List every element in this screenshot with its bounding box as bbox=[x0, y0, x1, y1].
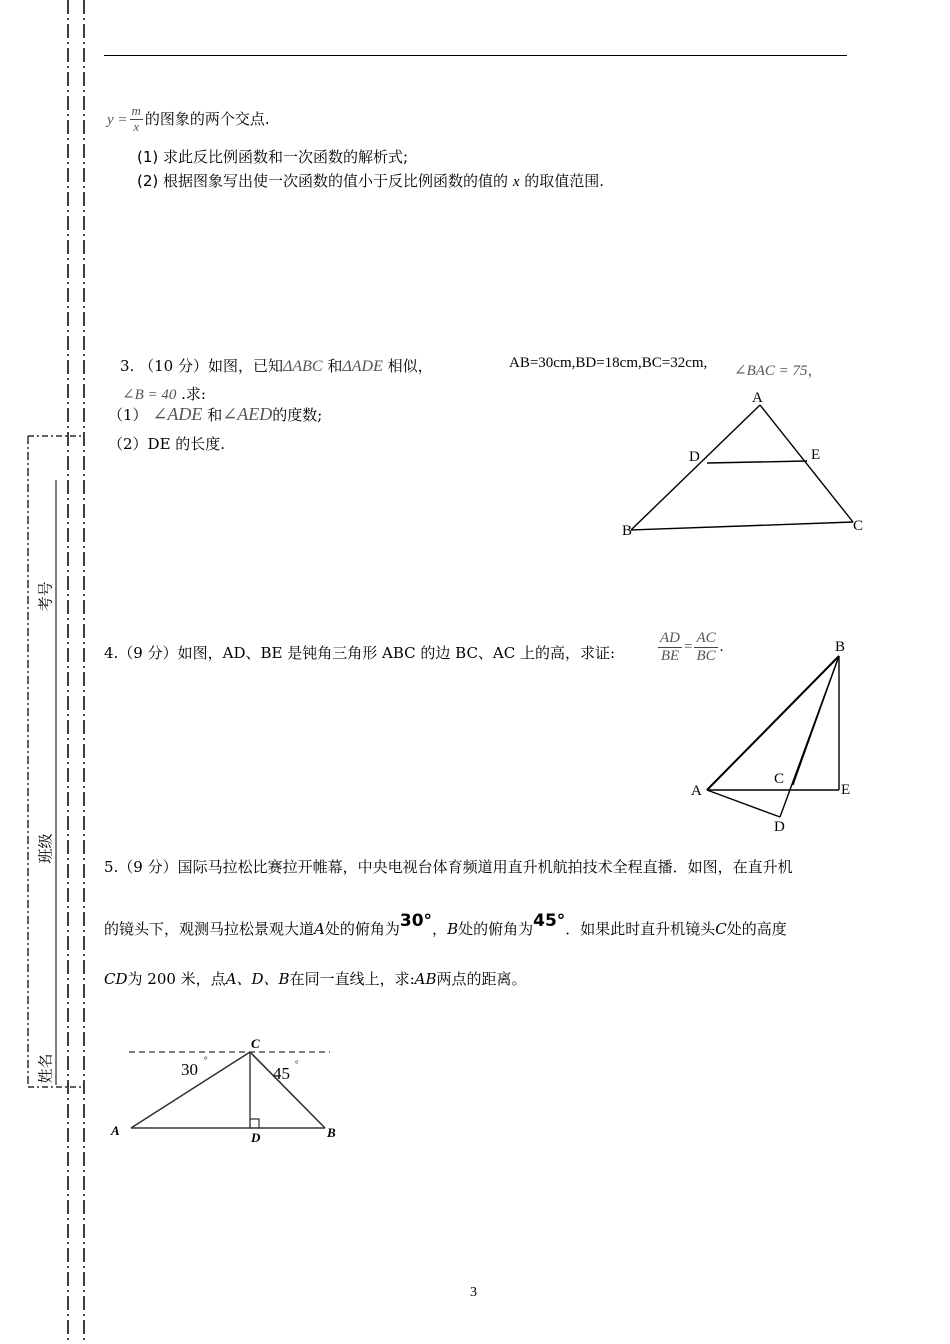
exam-number-label: 考号 bbox=[36, 581, 55, 612]
q4-period: . bbox=[719, 639, 724, 656]
q3-part1 bbox=[108, 404, 322, 425]
q2-sub2-variable: x bbox=[512, 174, 520, 190]
q4-label-d: D bbox=[774, 819, 785, 835]
q4-label-b: B bbox=[835, 639, 846, 655]
q5-angle-30: 30° bbox=[399, 911, 433, 931]
svg-text:°: ° bbox=[295, 1059, 299, 1069]
q4-label-a: A bbox=[691, 783, 702, 799]
q3-line2 bbox=[122, 383, 206, 404]
q4-fraction2-den: BC bbox=[696, 648, 716, 665]
q3-and: 和 bbox=[327, 357, 343, 375]
q3-number: 3. bbox=[120, 357, 135, 375]
q5-line3 bbox=[104, 968, 527, 989]
q3-label-e: E bbox=[811, 447, 821, 463]
q5-point-c: C bbox=[715, 920, 727, 938]
q5-line2-c: ， bbox=[432, 920, 448, 938]
q3-part1-prefix: （1） bbox=[108, 406, 148, 424]
q4-equals: = bbox=[684, 639, 693, 656]
q5-angle-45-label: 45 bbox=[273, 1064, 290, 1083]
q5-label-d: D bbox=[251, 1130, 261, 1145]
q3-ask: .求: bbox=[181, 385, 206, 403]
class-label: 班级 bbox=[36, 833, 55, 864]
q5-line3-c: 两点的距离。 bbox=[436, 970, 527, 988]
q3-angle-aed: ∠AED bbox=[222, 404, 273, 424]
q5-line2-e: ．如果此时直升机镜头 bbox=[565, 920, 716, 938]
q3-angle-bac bbox=[734, 359, 823, 380]
q3-part1-tail: 的度数; bbox=[272, 406, 323, 424]
q2-sub2 bbox=[137, 170, 604, 191]
q2-intro bbox=[107, 104, 270, 135]
header-rule bbox=[104, 55, 847, 56]
q5-line2-f: 处的高度 bbox=[726, 920, 787, 938]
q3-label-b: B bbox=[622, 523, 633, 539]
name-label: 姓名 bbox=[36, 1053, 55, 1084]
q4-text: 4.（9 分）如图，AD、BE 是钝角三角形 ABC 的边 BC、AC 上的高，求证: bbox=[104, 644, 616, 662]
q5-segment-cd: CD bbox=[104, 970, 128, 988]
q3-points: （10 分）如图，已知 bbox=[139, 357, 283, 375]
q4-fraction1-den: BE bbox=[660, 648, 680, 665]
q5-point-a: A bbox=[314, 920, 325, 938]
q3-line1 bbox=[120, 355, 433, 376]
q5-label-c: C bbox=[251, 1036, 260, 1051]
binding-margin bbox=[0, 0, 100, 1344]
q3-angle-b: ∠B = 40 bbox=[122, 387, 177, 403]
q3-angle-bac-value: ∠BAC = 75 bbox=[734, 363, 808, 379]
q4-label-c: C bbox=[774, 771, 785, 787]
q3-label-d: D bbox=[689, 449, 700, 465]
page-number: 3 bbox=[470, 1285, 477, 1300]
q5-line2-a: 的镜头下，观测马拉松景观大道 bbox=[104, 920, 315, 938]
q5-line3-b: 在同一直线上，求: bbox=[289, 970, 415, 988]
q3-similar: 相似， bbox=[387, 357, 433, 375]
q3-triangle-figure bbox=[610, 385, 880, 545]
q2-sub1: (1) 求此反比例函数和一次函数的解析式; bbox=[137, 148, 409, 166]
q5-line2 bbox=[104, 911, 787, 939]
q5-points-adb: A、D、B bbox=[225, 970, 290, 988]
q2-function-fraction bbox=[130, 104, 143, 135]
q5-line2-b: 处的俯角为 bbox=[324, 920, 400, 938]
q3-triangle-ade: ΔADE bbox=[342, 358, 383, 375]
q4-fraction1-num: AD bbox=[658, 630, 682, 648]
q5-line3-a: 为 200 米，点 bbox=[127, 970, 226, 988]
q2-sub2-text-b: 的取值范围. bbox=[524, 172, 605, 190]
q5-depression-angle-figure bbox=[105, 1030, 350, 1150]
svg-text:°: ° bbox=[204, 1055, 208, 1065]
q5-angle-45: 45° bbox=[533, 911, 566, 931]
q3-part2: （2）DE 的长度. bbox=[108, 435, 226, 453]
q3-triangle-abc: ΔABC bbox=[282, 358, 323, 375]
q3-given: AB=30cm,BD=18cm,BC=32cm, bbox=[509, 355, 708, 371]
q3-label-c: C bbox=[853, 518, 864, 534]
q2-fraction-numerator: m bbox=[131, 103, 141, 118]
q5-label-b: B bbox=[327, 1125, 336, 1140]
q5-segment-ab: AB bbox=[414, 970, 437, 988]
q3-label-a: A bbox=[752, 390, 763, 406]
q5-angle-30-label: 30 bbox=[181, 1060, 198, 1079]
q3-edge-de bbox=[707, 461, 807, 463]
q3-edge-ab bbox=[631, 405, 760, 530]
q2-function-lhs: y = bbox=[107, 111, 128, 128]
q5-label-a: A bbox=[111, 1123, 120, 1138]
q5-line2-d: 处的俯角为 bbox=[458, 920, 534, 938]
q4-triangle-figure bbox=[685, 635, 860, 835]
q3-comma: ， bbox=[807, 363, 823, 379]
q4-fraction2-num: AC bbox=[694, 630, 717, 648]
q2-sub2-text-a: (2) 根据图象写出使一次函数的值小于反比例函数的值的 bbox=[137, 172, 509, 190]
q5-line1: 5.（9 分）国际马拉松比赛拉开帷幕，中央电视台体育频道用直升机航拍技术全程直播．如图，在直升机 bbox=[104, 858, 793, 876]
q2-fraction-denominator: x bbox=[133, 118, 140, 134]
q3-angle-ade: ∠ADE bbox=[152, 404, 203, 424]
q4-label-e: E bbox=[841, 782, 851, 798]
q2-intro-tail: 的图象的两个交点. bbox=[144, 109, 270, 128]
q3-edge-bc bbox=[631, 522, 853, 530]
q3-edge-ac bbox=[760, 405, 853, 522]
q3-part1-and: 和 bbox=[207, 406, 223, 424]
q5-point-b: B bbox=[447, 920, 459, 938]
